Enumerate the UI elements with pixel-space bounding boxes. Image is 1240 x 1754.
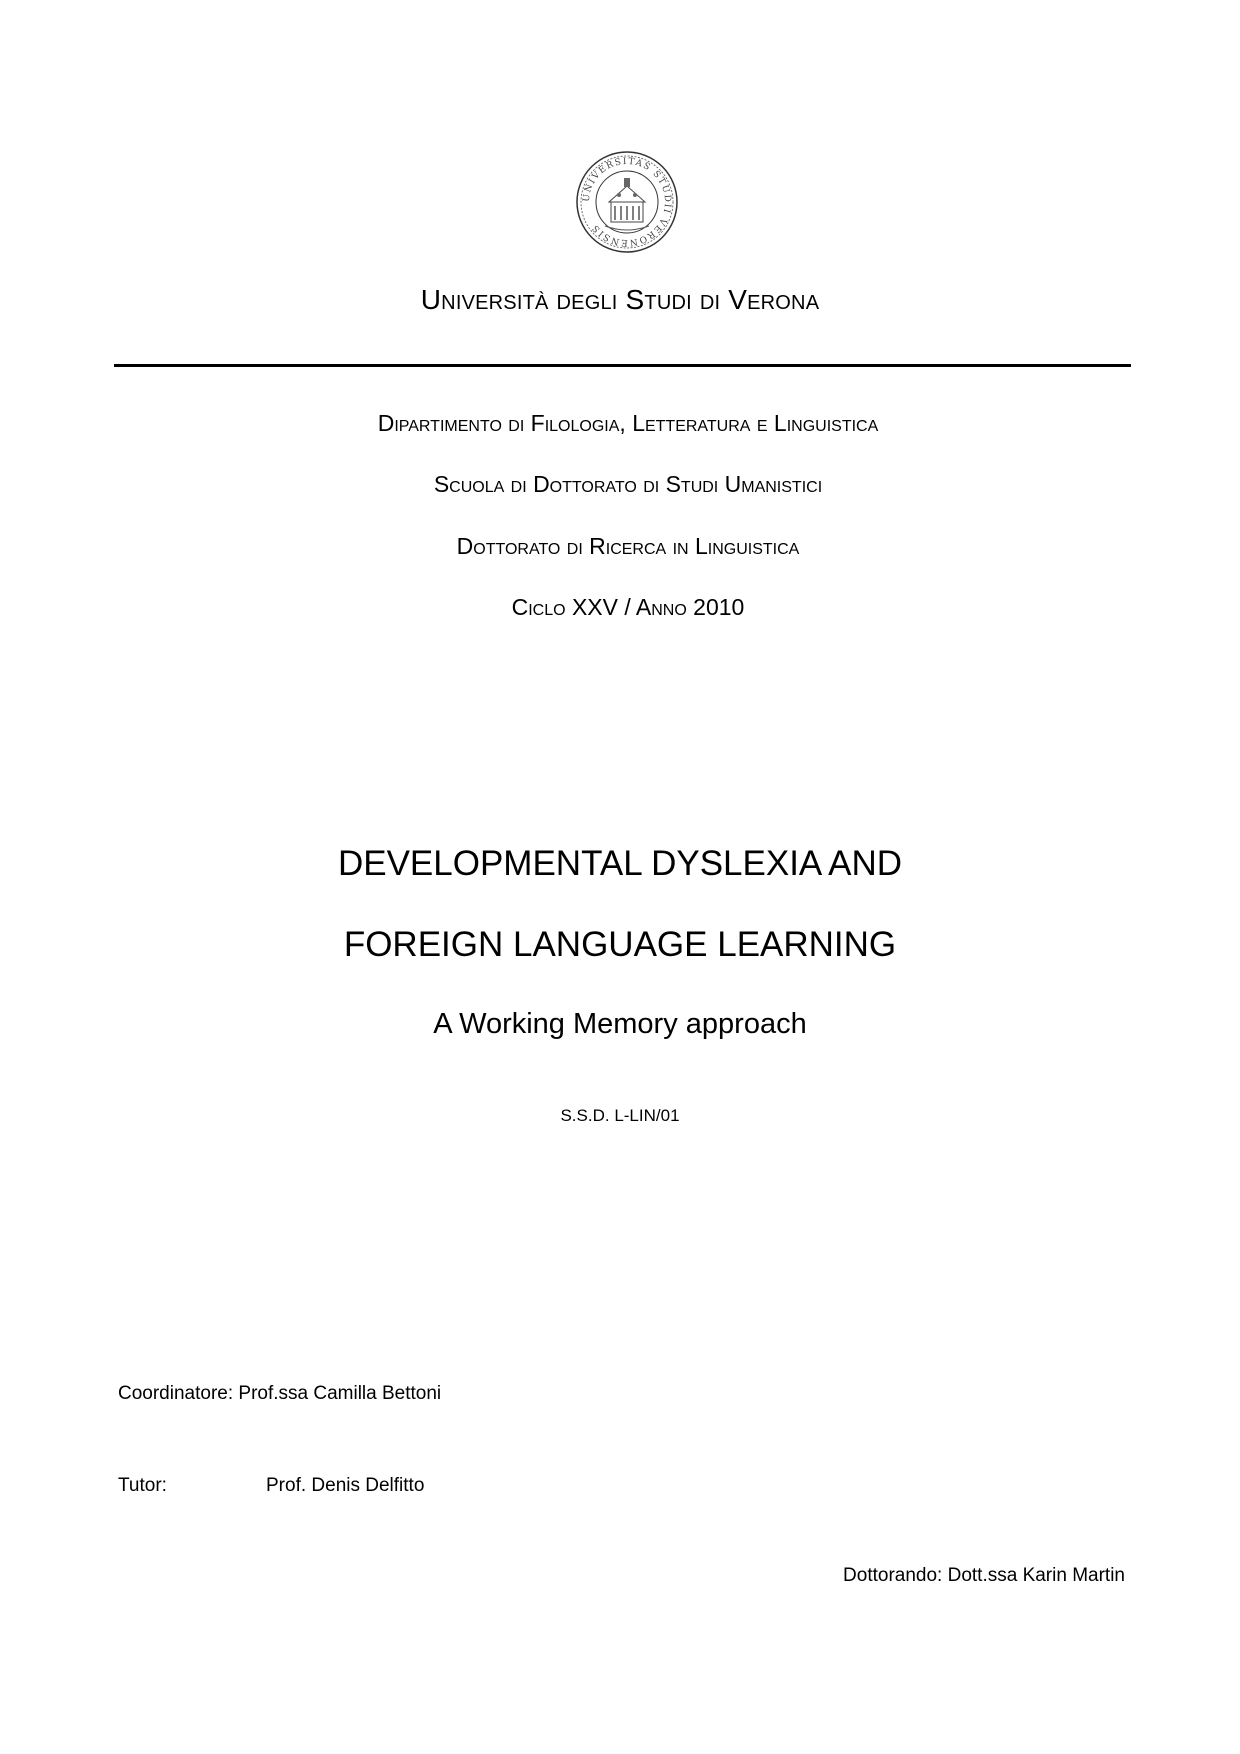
thesis-subtitle: A Working Memory approach [433,1008,807,1040]
header-divider [114,364,1131,367]
cycle-year-line: Ciclo XXV / Anno 2010 [511,594,745,620]
university-seal-icon [575,150,679,254]
thesis-title-line-2: FOREIGN LANGUAGE LEARNING [343,925,897,964]
ssd-code: S.S.D. L-LIN/01 [560,1106,680,1125]
doctoral-candidate-line: Dottorando: Dott.ssa Karin Martin [843,1565,1125,1586]
doctoral-school-line: Scuola di Dottorato di Studi Umanistici [433,471,823,497]
tutor-label: Tutor: [118,1475,167,1496]
university-name: Università degli Studi di Verona [420,284,820,315]
doctoral-program-line: Dottorato di Ricerca in Linguistica [456,533,800,559]
department-line: Dipartimento di Filologia, Letteratura e Linguistica [377,410,879,436]
seal-graphic [575,150,679,254]
tutor-name: Prof. Denis Delfitto [266,1475,425,1496]
thesis-title-line-1: DEVELOPMENTAL DYSLEXIA AND [337,844,903,883]
seal-ring-text: UNIVERSITAS STUDII VERONENSIS [581,156,673,248]
coordinator-line: Coordinatore: Prof.ssa Camilla Bettoni [118,1383,442,1404]
